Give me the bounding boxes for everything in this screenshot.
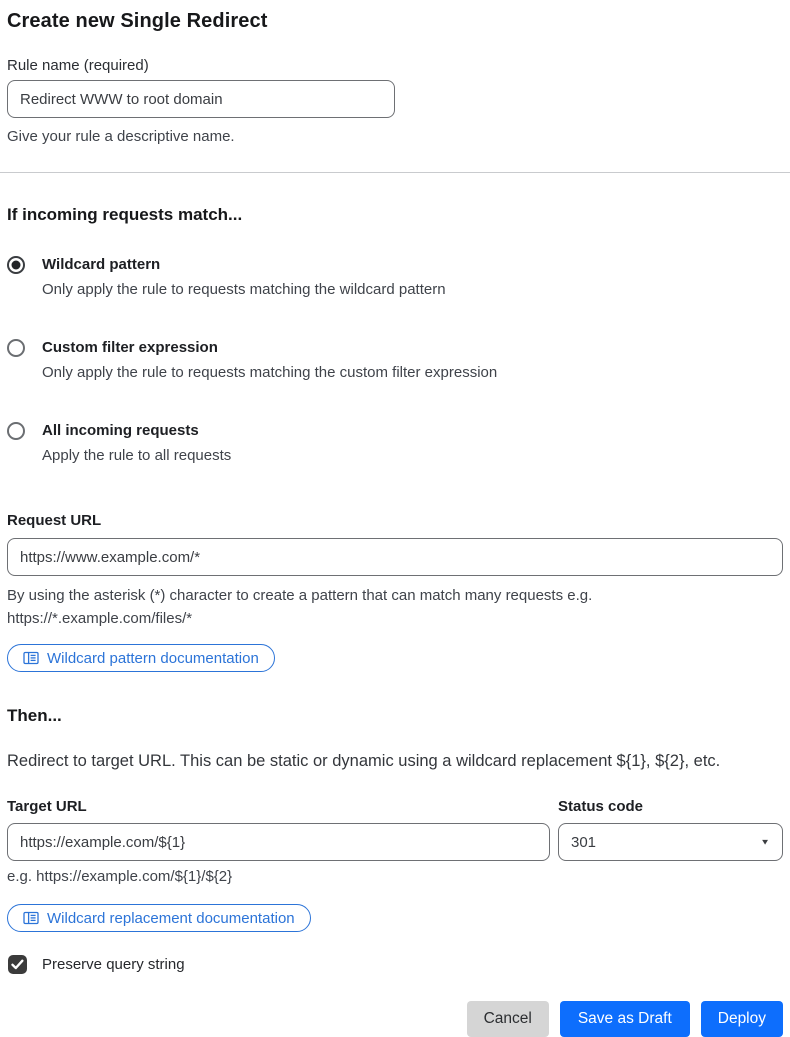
radio-option-all-requests[interactable]: [7, 421, 783, 466]
rule-name-input[interactable]: [7, 80, 395, 118]
request-url-section: [7, 512, 783, 672]
rule-name-label: Rule name (required): [7, 57, 149, 74]
cancel-button[interactable]: Cancel: [467, 1001, 549, 1037]
target-row: [7, 798, 783, 861]
radio-description: Apply the rule to all requests: [42, 447, 232, 464]
radio-button-icon[interactable]: [7, 339, 25, 357]
checkbox-checked-icon[interactable]: [8, 955, 27, 974]
wildcard-replacement-docs-button[interactable]: [7, 904, 311, 932]
form-action-bar: [7, 1001, 783, 1037]
status-code-select[interactable]: [558, 823, 783, 861]
rule-name-help: Give your rule a descriptive name.: [7, 128, 235, 145]
wildcard-pattern-docs-label: Wildcard pattern documentation: [47, 649, 259, 667]
radio-label: Wildcard pattern: [42, 256, 161, 273]
request-url-input[interactable]: [7, 538, 783, 576]
section-divider: [0, 172, 790, 173]
status-code-value: 301: [571, 833, 597, 851]
radio-label: Custom filter expression: [42, 339, 218, 356]
preserve-query-string-label: Preserve query string: [42, 956, 185, 973]
radio-button-icon[interactable]: [7, 256, 25, 274]
radio-label: All incoming requests: [42, 422, 199, 439]
wildcard-replacement-docs-label: Wildcard replacement documentation: [47, 909, 295, 927]
request-url-help-line1: By using the asterisk (*) character to create a pattern that can match many requests e.g.: [7, 587, 593, 604]
match-type-radio-group: [7, 255, 783, 466]
wildcard-pattern-docs-button[interactable]: [7, 644, 275, 672]
radio-description: Only apply the rule to requests matching the custom filter expression: [42, 364, 498, 381]
radio-button-icon[interactable]: [7, 422, 25, 440]
target-url-label: Target URL: [7, 798, 87, 815]
page-title: Create new Single Redirect: [7, 10, 268, 32]
then-description: Redirect to target URL. This can be static or dynamic using a wildcard replacement ${1}, ${2}, etc.: [7, 752, 721, 770]
match-section-heading: If incoming requests match...: [7, 205, 243, 224]
open-book-icon: [23, 651, 39, 665]
open-book-icon: [23, 911, 39, 925]
request-url-label: Request URL: [7, 512, 102, 529]
radio-option-wildcard-pattern[interactable]: [7, 255, 783, 300]
then-section-heading: Then...: [7, 706, 62, 725]
target-url-help: e.g. https://example.com/${1}/${2}: [7, 868, 233, 885]
preserve-query-string-row[interactable]: [8, 955, 783, 974]
deploy-button[interactable]: Deploy: [701, 1001, 783, 1037]
status-code-label: Status code: [558, 798, 644, 815]
chevron-down-icon: ▼: [760, 837, 770, 847]
radio-description: Only apply the rule to requests matching the wildcard pattern: [42, 281, 446, 298]
radio-option-custom-filter[interactable]: [7, 338, 783, 383]
save-as-draft-button[interactable]: Save as Draft: [560, 1001, 690, 1037]
request-url-help-line2: https://*.example.com/files/*: [7, 610, 193, 627]
target-url-input[interactable]: [7, 823, 550, 861]
